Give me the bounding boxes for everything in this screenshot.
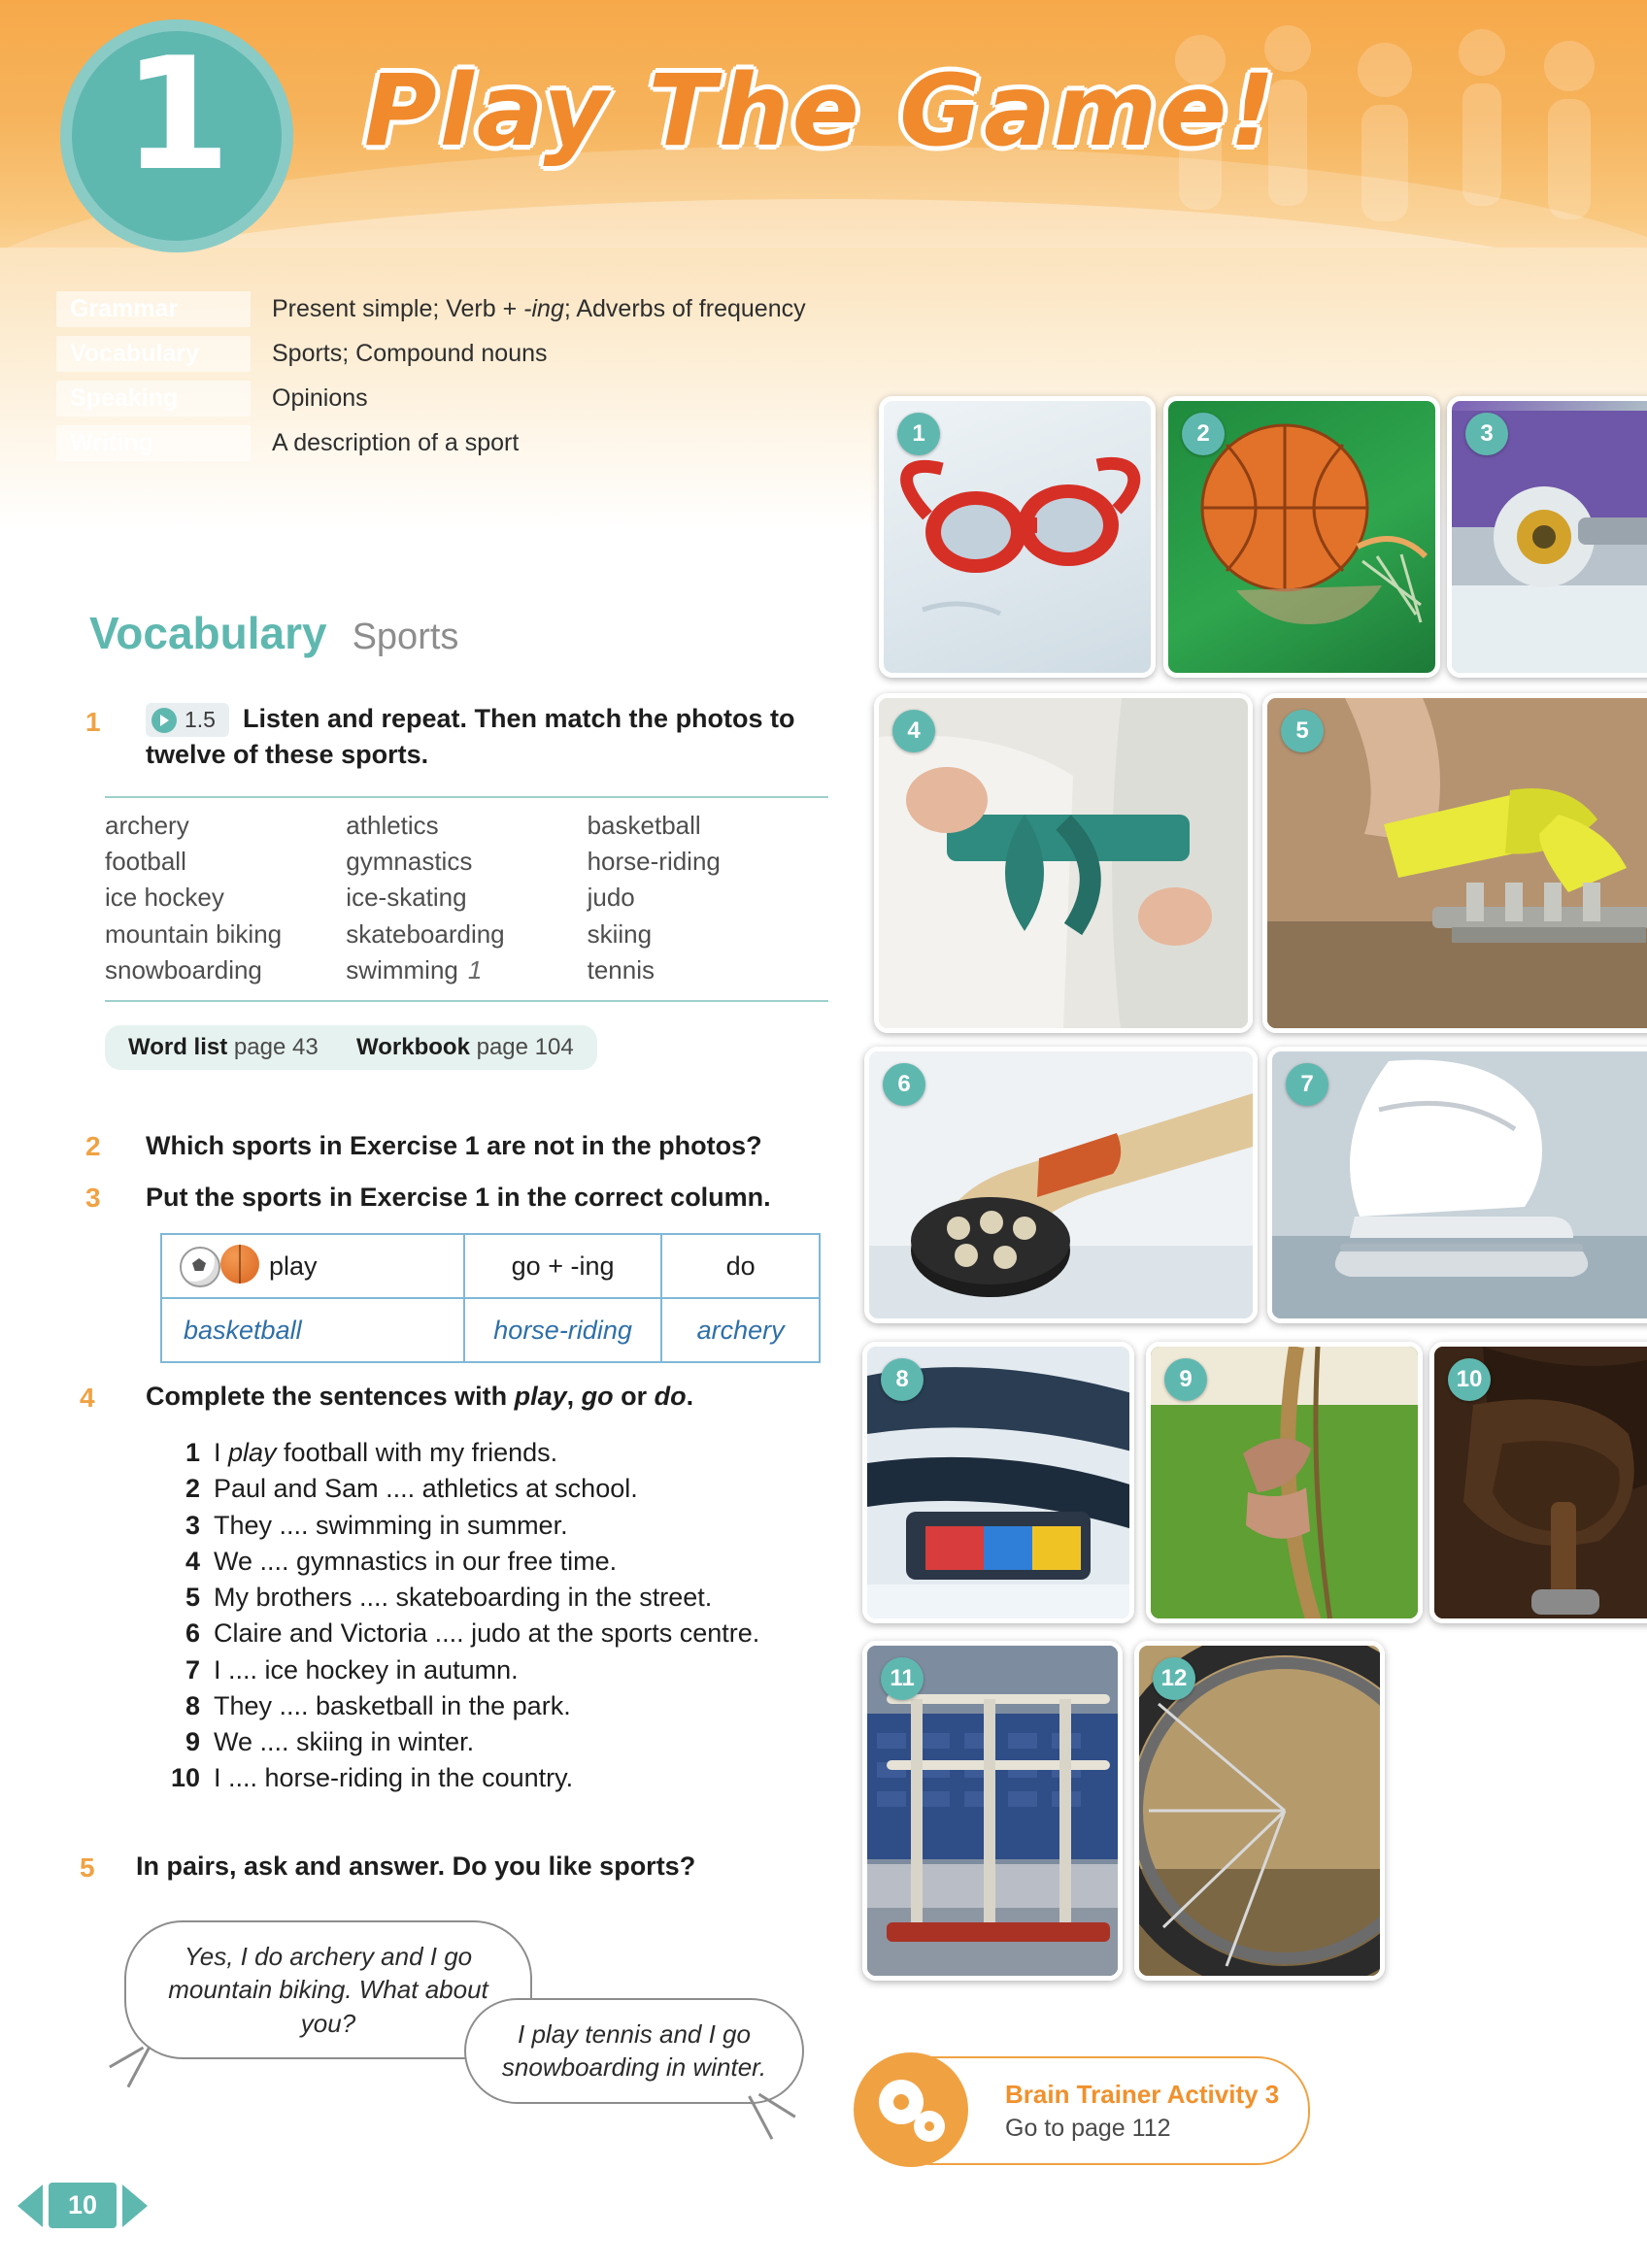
exercise-2-instruction	[146, 1128, 845, 1163]
sentence-number-6: 6	[185, 1618, 200, 1649]
word-athletics: athletics	[346, 811, 439, 840]
speech-bubble-b-tail2	[758, 2092, 796, 2118]
exercise-3-instruction-text: Put the sports in Exercise 1 in the correct column.	[146, 1183, 771, 1212]
sentence-number-10: 10	[170, 1763, 200, 1793]
sentence-item-7	[155, 1652, 759, 1688]
sentence-text-9: We .... skiing in winter.	[214, 1727, 475, 1756]
word-tennis: tennis	[587, 954, 655, 984]
word-football: football	[105, 847, 186, 877]
table-header-go: go + -ing	[464, 1234, 661, 1298]
word-ice-hockey: ice hockey	[105, 883, 224, 913]
word-skiing: skiing	[587, 918, 653, 949]
table-header-play-label: play	[269, 1251, 318, 1281]
word-swimming-label: swimming	[346, 954, 458, 984]
syllabus-row-grammar	[56, 291, 989, 327]
exercise-4-instruction-pre: Complete the sentences with	[146, 1382, 515, 1411]
syllabus-key-grammar: Grammar	[56, 291, 251, 327]
syllabus-value-speaking: Opinions	[272, 384, 368, 412]
syllabus-value-writing: A description of a sport	[272, 429, 520, 456]
next-page-arrow-icon[interactable]	[122, 2185, 148, 2227]
sentence-number-1: 1	[185, 1438, 200, 1467]
speech-bubble-b	[464, 1998, 804, 2104]
previous-page-arrow-icon[interactable]	[17, 2185, 43, 2227]
photo-8-snowboarding[interactable]	[862, 1342, 1134, 1623]
basketball-icon	[220, 1245, 259, 1284]
sentence-item-4	[155, 1544, 759, 1580]
exercise-5-instruction	[136, 1849, 835, 1884]
photo-5-image	[1267, 698, 1647, 1028]
photo-5-athletics[interactable]	[1262, 693, 1647, 1033]
sentence-text-5: My brothers .... skateboarding in the street.	[214, 1583, 713, 1612]
photo-badge-10: 10	[1448, 1358, 1491, 1401]
syllabus-row-vocabulary	[56, 336, 989, 372]
photo-6-image	[869, 1051, 1253, 1318]
sentence-item-2	[155, 1471, 759, 1507]
syllabus-key-vocabulary: Vocabulary	[56, 336, 251, 372]
photo-badge-12: 12	[1153, 1657, 1195, 1700]
photo-badge-8: 8	[881, 1358, 924, 1401]
syllabus-key-speaking: Speaking	[56, 381, 251, 417]
section-subtitle: Sports	[352, 617, 459, 657]
sentence-1-post: football with my friends.	[276, 1438, 558, 1467]
word-snowboarding: snowboarding	[105, 954, 262, 984]
exercise-3-instruction	[146, 1180, 845, 1215]
photo-badge-4: 4	[892, 710, 935, 752]
table-header-do: do	[661, 1234, 820, 1298]
speech-bubble-a-text: Yes, I do archery and I go mountain biking. What about you?	[168, 1942, 488, 2038]
sentence-text-4: We .... gymnastics in our free time.	[214, 1546, 618, 1576]
photo-badge-5: 5	[1281, 710, 1324, 752]
syllabus-value-vocabulary: Sports; Compound nouns	[272, 340, 548, 367]
word-skateboarding: skateboarding	[346, 918, 505, 949]
photo-9-archery[interactable]	[1146, 1342, 1423, 1623]
brain-trainer-subtitle: Go to page 112	[1005, 2115, 1171, 2142]
photo-6-ice-hockey[interactable]	[864, 1047, 1258, 1323]
ice-skate-illustration	[1272, 1051, 1647, 1323]
play-audio-icon[interactable]	[151, 708, 177, 733]
table-header-play	[161, 1234, 464, 1298]
sentence-number-7: 7	[185, 1654, 200, 1684]
syllabus-list	[56, 291, 989, 470]
word-gymnastics: gymnastics	[346, 847, 473, 877]
word-horse-riding: horse-riding	[587, 847, 721, 877]
exercise-4-instruction-end: .	[686, 1382, 694, 1411]
photo-1-swimming[interactable]	[879, 396, 1156, 678]
photo-badge-11: 11	[881, 1657, 924, 1700]
sentence-text-1	[214, 1435, 557, 1471]
photo-badge-9: 9	[1164, 1358, 1207, 1401]
sentence-item-10	[155, 1760, 759, 1796]
page-footer	[17, 2183, 148, 2228]
sentence-number-2: 2	[185, 1474, 200, 1504]
word-list-label: Word list	[128, 1034, 228, 1060]
brain-trainer-box[interactable]	[879, 2056, 1310, 2165]
workbook-page: page 104	[476, 1034, 574, 1060]
gears-icon	[854, 2052, 968, 2167]
sentence-1-emphasis: play	[228, 1438, 277, 1467]
unit-number-badge	[60, 19, 293, 252]
sentence-item-1	[155, 1435, 759, 1471]
sentence-text-10: I .... horse-riding in the country.	[214, 1763, 574, 1793]
photo-badge-6: 6	[883, 1063, 925, 1106]
table-cell-do-answer: archery	[661, 1298, 820, 1362]
photo-4-judo[interactable]	[874, 693, 1253, 1033]
table-header-row	[161, 1234, 820, 1298]
photo-4-image	[879, 698, 1248, 1028]
judo-belt-illustration	[879, 698, 1253, 1033]
workbook-label: Workbook	[356, 1034, 470, 1060]
sentence-item-3	[155, 1508, 759, 1544]
table-row	[161, 1298, 820, 1362]
vocabulary-word-bank	[105, 796, 828, 1002]
sentence-number-5: 5	[185, 1583, 200, 1612]
sentence-number-8: 8	[185, 1690, 200, 1720]
sports-classification-table	[160, 1233, 821, 1363]
sentence-number-3: 3	[185, 1510, 200, 1540]
word-swimming	[346, 952, 587, 988]
word-mountain-biking: mountain biking	[105, 918, 283, 949]
syllabus-row-writing	[56, 425, 989, 461]
unit-number: 1	[122, 23, 231, 205]
photo-badge-1: 1	[897, 413, 940, 455]
photo-2-basketball[interactable]	[1163, 396, 1440, 678]
section-title: Vocabulary	[89, 608, 327, 658]
audio-track-chip[interactable]	[146, 703, 229, 737]
audio-track-number: 1.5	[185, 707, 216, 733]
word-archery: archery	[105, 811, 189, 840]
exercise-1-instruction-text: Listen and repeat. Then match the photos to twelve of these sports.	[146, 704, 795, 770]
syllabus-key-writing: Writing	[56, 425, 251, 461]
photo-7-image	[1272, 1051, 1647, 1318]
speech-bubble-b-text: I play tennis and I go snowboarding in winter.	[501, 2019, 767, 2083]
hockey-stick-puck-illustration	[869, 1051, 1258, 1323]
photo-badge-3: 3	[1465, 413, 1508, 455]
photo-10-horse-riding[interactable]	[1429, 1342, 1647, 1623]
exercise-4-instruction	[146, 1379, 864, 1414]
exercise-1-number: 1	[85, 707, 101, 737]
photo-badge-2: 2	[1182, 413, 1225, 455]
unit-title: Play The Game!	[364, 53, 1278, 169]
photo-12-mountain-biking[interactable]	[1134, 1641, 1385, 1981]
photo-badge-7: 7	[1286, 1063, 1328, 1106]
photo-3-skateboarding[interactable]	[1447, 396, 1647, 678]
sentence-text-3: They .... swimming in summer.	[214, 1510, 568, 1540]
sentence-item-8	[155, 1688, 759, 1724]
table-cell-play-answer: basketball	[161, 1298, 464, 1362]
football-icon	[180, 1247, 220, 1287]
sentence-item-5	[155, 1580, 759, 1616]
exercise-4-word-play: play	[514, 1382, 567, 1411]
sentence-1-pre: I	[214, 1438, 229, 1467]
exercise-4-word-go: go	[581, 1382, 614, 1411]
photo-11-gymnastics[interactable]	[862, 1641, 1123, 1981]
starting-blocks-illustration	[1267, 698, 1647, 1033]
word-swimming-answer: 1	[467, 954, 483, 984]
exercise-5-instruction-text: In pairs, ask and answer. Do you like sports?	[136, 1851, 696, 1881]
exercise-2-instruction-text: Which sports in Exercise 1 are not in the photos?	[146, 1131, 762, 1160]
sentence-item-6	[155, 1616, 759, 1651]
word-judo: judo	[587, 883, 635, 913]
exercise-4-number: 4	[80, 1383, 95, 1413]
word-ice-skating: ice-skating	[346, 883, 467, 913]
exercise-4-sentences	[155, 1435, 759, 1797]
exercise-1-instruction	[146, 701, 825, 772]
exercise-5-number: 5	[80, 1852, 95, 1883]
photo-7-ice-skating[interactable]	[1267, 1047, 1647, 1323]
exercise-4-instruction-or: or	[613, 1382, 655, 1411]
page-number: 10	[49, 2183, 117, 2228]
sentence-text-8: They .... basketball in the park.	[214, 1690, 571, 1720]
table-cell-go-answer: horse-riding	[464, 1298, 661, 1362]
syllabus-row-speaking	[56, 381, 989, 417]
word-basketball: basketball	[587, 811, 701, 840]
section-heading	[89, 607, 458, 659]
sentence-item-9	[155, 1724, 759, 1760]
exercise-4-instruction-mid: ,	[566, 1382, 582, 1411]
exercise-3-number: 3	[85, 1183, 101, 1213]
sentence-text-7: I .... ice hockey in autumn.	[214, 1654, 519, 1684]
sentence-number-9: 9	[185, 1727, 200, 1756]
exercise-2-number: 2	[85, 1131, 101, 1161]
sentence-text-6: Claire and Victoria .... judo at the sports centre.	[214, 1618, 760, 1649]
word-list-page: page 43	[233, 1034, 319, 1060]
exercise-4-word-do: do	[654, 1382, 687, 1411]
brain-trainer-title: Brain Trainer Activity 3	[1005, 2080, 1280, 2109]
syllabus-value-grammar: Present simple; Verb + -ing; Adverbs of frequency	[272, 295, 806, 322]
sentence-text-2: Paul and Sam .... athletics at school.	[214, 1474, 638, 1504]
sentence-number-4: 4	[185, 1546, 200, 1576]
reference-bar[interactable]	[105, 1025, 597, 1070]
